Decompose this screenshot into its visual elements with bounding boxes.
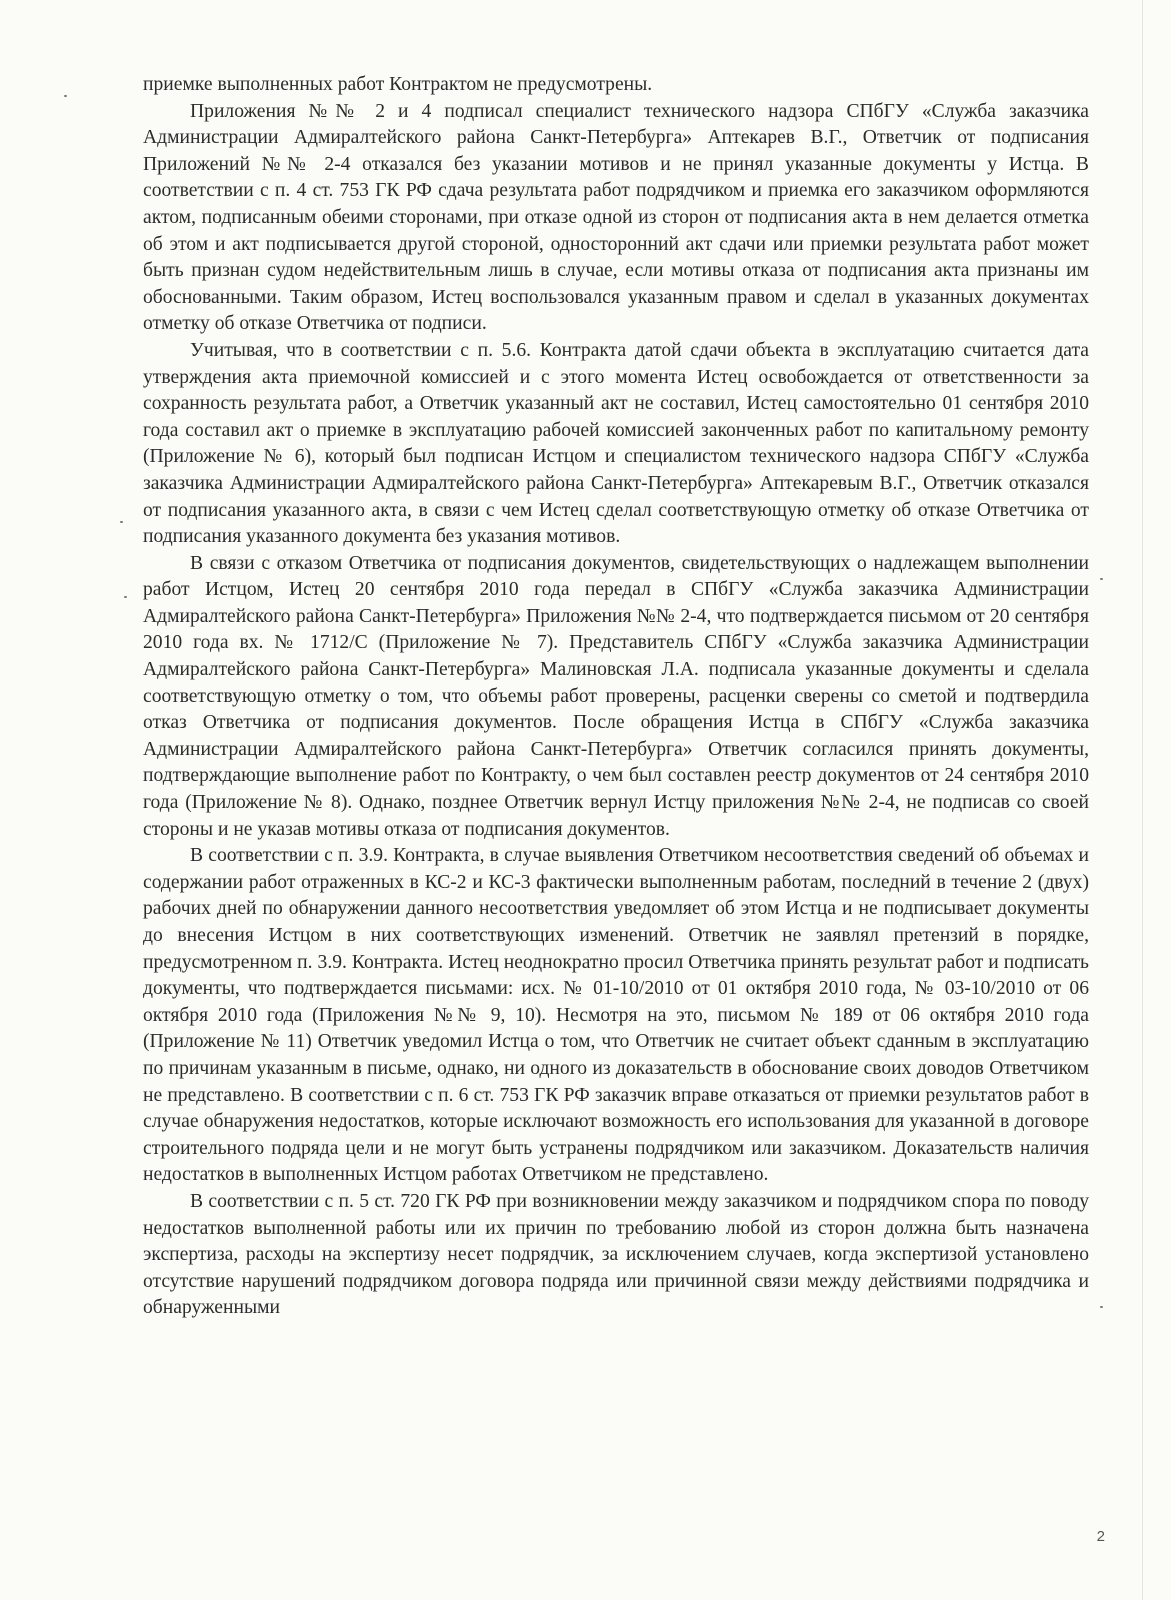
paragraph-appendices-signature: Приложения №№ 2 и 4 подписал специалист технического надзора СПбГУ «Служба заказчика Администрации Адмиралтейского района Санкт-Петербурга» Аптекарев В.Г., Ответчик от подписания Приложений №№ 2-4 отказался без указании мотивов и не принял указанные документы у Истца. В соответствии с п. 4 ст. 753 ГК РФ сдача результата работ подрядчиком и приемка его заказчиком оформляются актом, подписанным обеими сторонами, при отказе одной из сторон от подписания акта в нем делается отметка об этом и акт подписывается другой стороной, односторонний акт сдачи или приемки результата работ может быть признан судом недействительным лишь в случае, если мотивы отказа от подписания акта признаны им обоснованными. Таким образом, Истец воспользовался указанным правом и сделал в указанных документах отметку об отказе Ответчика от подписи. (143, 100, 1089, 335)
scan-speck (1100, 1306, 1103, 1308)
scan-speck (120, 521, 123, 523)
page-number: 2 (1096, 1528, 1105, 1545)
scan-speck (124, 596, 127, 598)
scan-speck (1100, 578, 1103, 580)
paragraph-contract-clause-3-9: В соответствии с п. 3.9. Контракта, в случае выявления Ответчиком несоответствия сведений об объемах и содержании работ отраженных в КС-2 и КС-3 фактически выполненным работам, последний в течение 2 (двух) рабочих дней по обнаружении данного несоответствия уведомляет об этом Истца и не подписывает документы до внесения Истцом в них соответствующих изменений. Ответчик не заявлял претензий в порядке, предусмотренном п. 3.9. Контракта. Истец неоднократно просил Ответчика принять результат работ и подписать документы, что подтверждается письмами: исх. № 01-10/2010 от 01 октября 2010 года, № 03-10/2010 от 06 октября 2010 года (Приложения №№ 9, 10). Несмотря на это, письмом № 189 от 06 октября 2010 года (Приложение № 11) Ответчик уведомил Истца о том, что Ответчик не считает объект сданным в эксплуатацию по причинам указанным в письме, однако, ни одного из доказательств в обоснование своих доводов Ответчиком не представлено. В соответствии с п. 6 ст. 753 ГК РФ заказчик вправе отказаться от приемки результатов работ в случае обнаружения недостатков, которые исключают возможность его использования для указанной в договоре строительного подряда цели и не могут быть устранены подрядчиком или заказчиком. Доказательств наличия недостатков в выполненных Истцом работах Ответчиком не представлено. (143, 845, 1089, 1186)
paragraph-transfer-documents: В связи с отказом Ответчика от подписания документов, свидетельствующих о надлежащем выполнении работ Истцом, Истец 20 сентября 2010 года передал в СПбГУ «Служба заказчика Администрации Адмиралтейского района Санкт-Петербурга» Приложения №№ 2-4, что подтверждается письмом от 20 сентября 2010 года вх. № 1712/С (Приложение № 7). Представитель СПбГУ «Служба заказчика Администрации Адмиралтейского района Санкт-Петербурга» Малиновская Л.А. подписала указанные документы и сделала соответствующую отметку о том, что объемы работ проверены, расценки сверены со сметой и подтвердила отказ Ответчика от подписания документов. После обращения Истца в СПбГУ «Служба заказчика Администрации Адмиралтейского района Санкт-Петербурга» Ответчик согласился принять документы, подтверждающие выполнение работ по Контракту, о чем был составлен реестр документов от 24 сентября 2010 года (Приложение № 8). Однако, позднее Ответчик вернул Истцу приложения №№ 2-4, не подписав со своей стороны и не указав мотивы отказа от подписания документов. (143, 552, 1089, 840)
scan-edge-line (1142, 0, 1143, 1600)
paragraph-continuation: приемке выполненных работ Контрактом не предусмотрены. (143, 74, 653, 95)
scan-speck (64, 95, 67, 97)
document-body (143, 72, 1089, 1322)
paragraph-acceptance-act: Учитывая, что в соответствии с п. 5.6. Контракта датой сдачи объекта в эксплуатацию считается дата утверждения акта приемочной комиссией и с этого момента Истец освобождается от ответственности за сохранность результата работ, а Ответчик указанный акт не составил, Истец самостоятельно 01 сентября 2010 года составил акт о приемке в эксплуатацию рабочей комиссией законченных работ по капитальному ремонту (Приложение № 6), который был подписан Истцом и специалистом технического надзора СПбГУ «Служба заказчика Администрации Адмиралтейского района Санкт-Петербурга» Аптекаревым В.Г., Ответчик отказался от подписания указанного акта, в связи с чем Истец сделал соответствующую отметку об отказе Ответчика от подписания указанного документа без указания мотивов. (143, 339, 1089, 548)
paragraph-expertise: В соответствии с п. 5 ст. 720 ГК РФ при возникновении между заказчиком и подрядчиком спора по поводу недостатков выполненной работы или их причин по требованию любой из сторон должна быть назначена экспертиза, расходы на экспертизу несет подрядчик, за исключением случаев, когда экспертизой установлено отсутствие нарушений подрядчиком договора подряда или причинной связи между действиями подрядчика и обнаруженными (143, 1190, 1089, 1319)
